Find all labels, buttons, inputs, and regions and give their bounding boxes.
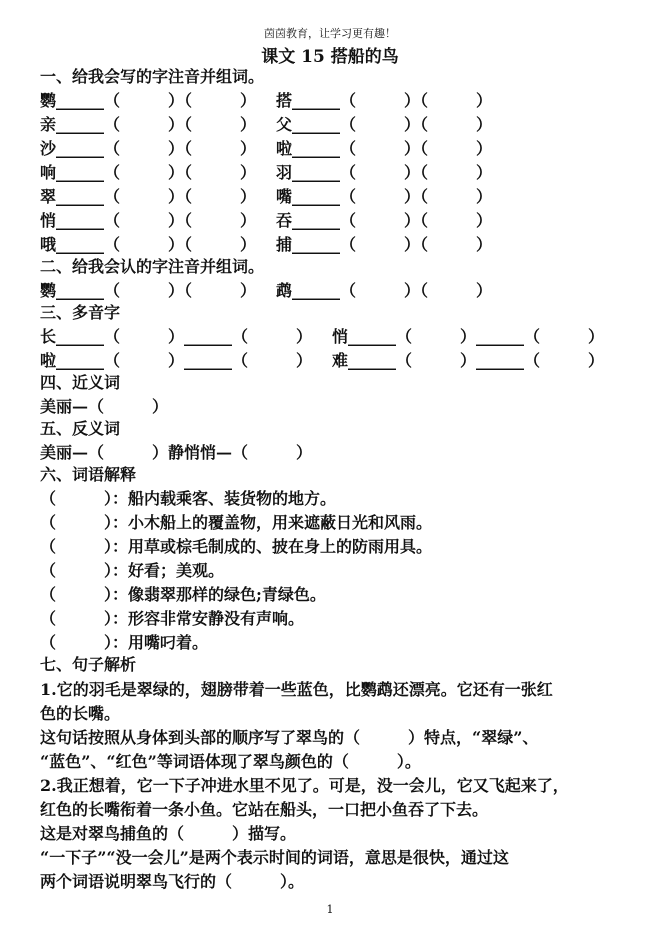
section-3-heading: 三、多音字 <box>40 303 121 322</box>
s1-row-3-right: 啦______（ ）（ ） <box>276 139 493 158</box>
section-7-heading: 七、句子解析 <box>40 655 137 674</box>
definition-item: （ ）：船内载乘客、装货物的地方。 <box>40 489 337 508</box>
section-4-heading: 四、近义词 <box>40 373 121 392</box>
definition-item: （ ）：用嘴叼着。 <box>40 633 209 652</box>
section-1-heading: 一、给我会写的字注音并组词。 <box>40 67 265 86</box>
definition-item: （ ）：形容非常安静没有声响。 <box>40 609 305 628</box>
sentence-line: 1.它的羽毛是翠绿的，翅膀带着一些蓝色，比鹦鹉还漂亮。它还有一张红 <box>40 680 553 699</box>
page-title: 课文 15 搭船的鸟 <box>261 47 399 67</box>
definition-item: （ ）：好看；美观。 <box>40 561 225 580</box>
s1-row-5-right: 嘴______（ ）（ ） <box>276 187 493 206</box>
section-2-heading: 二、给我会认的字注音并组词。 <box>40 257 265 276</box>
s1-row-6-left: 悄______（ ）（ ） <box>40 211 257 230</box>
definition-item: （ ）：像翡翠那样的绿色;青绿色。 <box>40 585 326 604</box>
section-5-heading: 五、反义词 <box>40 419 121 438</box>
s1-row-6-right: 吞______（ ）（ ） <box>276 211 493 230</box>
s1-row-1-right: 搭______（ ）（ ） <box>276 91 493 110</box>
definition-item: （ ）：用草或棕毛制成的、披在身上的防雨用具。 <box>40 537 433 556</box>
s3-row-1-left: 长______（ ）______（ ） <box>40 327 313 346</box>
sentence-line: 两个词语说明翠鸟飞行的（ ）。 <box>40 872 305 891</box>
s1-row-4-right: 羽______（ ）（ ） <box>276 163 493 182</box>
sentence-line: 色的长嘴。 <box>40 704 121 723</box>
s3-row-2-left: 啦______（ ）______（ ） <box>40 351 313 370</box>
s1-row-5-left: 翠______（ ）（ ） <box>40 187 257 206</box>
sentence-line: “一下子”“没一会儿”是两个表示时间的词语，意思是很快，通过这 <box>40 848 509 867</box>
sentence-line: 2.我正想着，它一下子冲进水里不见了。可是，没一会儿，它又飞起来了， <box>40 776 569 795</box>
s1-row-3-left: 沙______（ ）（ ） <box>40 139 257 158</box>
section-6-heading: 六、词语解释 <box>40 465 137 484</box>
s3-row-2-right: 难______（ ）______（ ） <box>332 351 605 370</box>
sentence-line: 红色的长嘴衔着一条小鱼。它站在船头，一口把小鱼吞了下去。 <box>40 800 489 819</box>
sentence-line: “蓝色”、“红色”等词语体现了翠鸟颜色的（ ）。 <box>40 752 421 771</box>
definition-item: （ ）：小木船上的覆盖物，用来遮蔽日光和风雨。 <box>40 513 433 532</box>
s1-row-7-left: 哦______（ ）（ ） <box>40 235 257 254</box>
s3-row-1-right: 悄______（ ）______（ ） <box>332 327 605 346</box>
antonym-line: 美丽—（ ）静悄悄—（ ） <box>40 443 313 462</box>
page-number: 1 <box>326 903 334 916</box>
s2-row-right: 鹉______（ ）（ ） <box>276 281 493 300</box>
s2-row-left: 鹦______（ ）（ ） <box>40 281 257 300</box>
s1-row-2-right: 父______（ ）（ ） <box>276 115 493 134</box>
s1-row-2-left: 亲______（ ）（ ） <box>40 115 257 134</box>
sentence-line: 这是对翠鸟捕鱼的（ ）描写。 <box>40 824 297 843</box>
s1-row-7-right: 捕______（ ）（ ） <box>276 235 493 254</box>
s1-row-1-left: 鹦______（ ）（ ） <box>40 91 257 110</box>
s1-row-4-left: 响______（ ）（ ） <box>40 163 257 182</box>
synonym-line: 美丽—（ ） <box>40 397 169 416</box>
sentence-line: 这句话按照从身体到头部的顺序写了翠鸟的（ ）特点，“翠绿”、 <box>40 728 539 747</box>
header-note: 茵茵教育，让学习更有趣！ <box>264 27 396 40</box>
